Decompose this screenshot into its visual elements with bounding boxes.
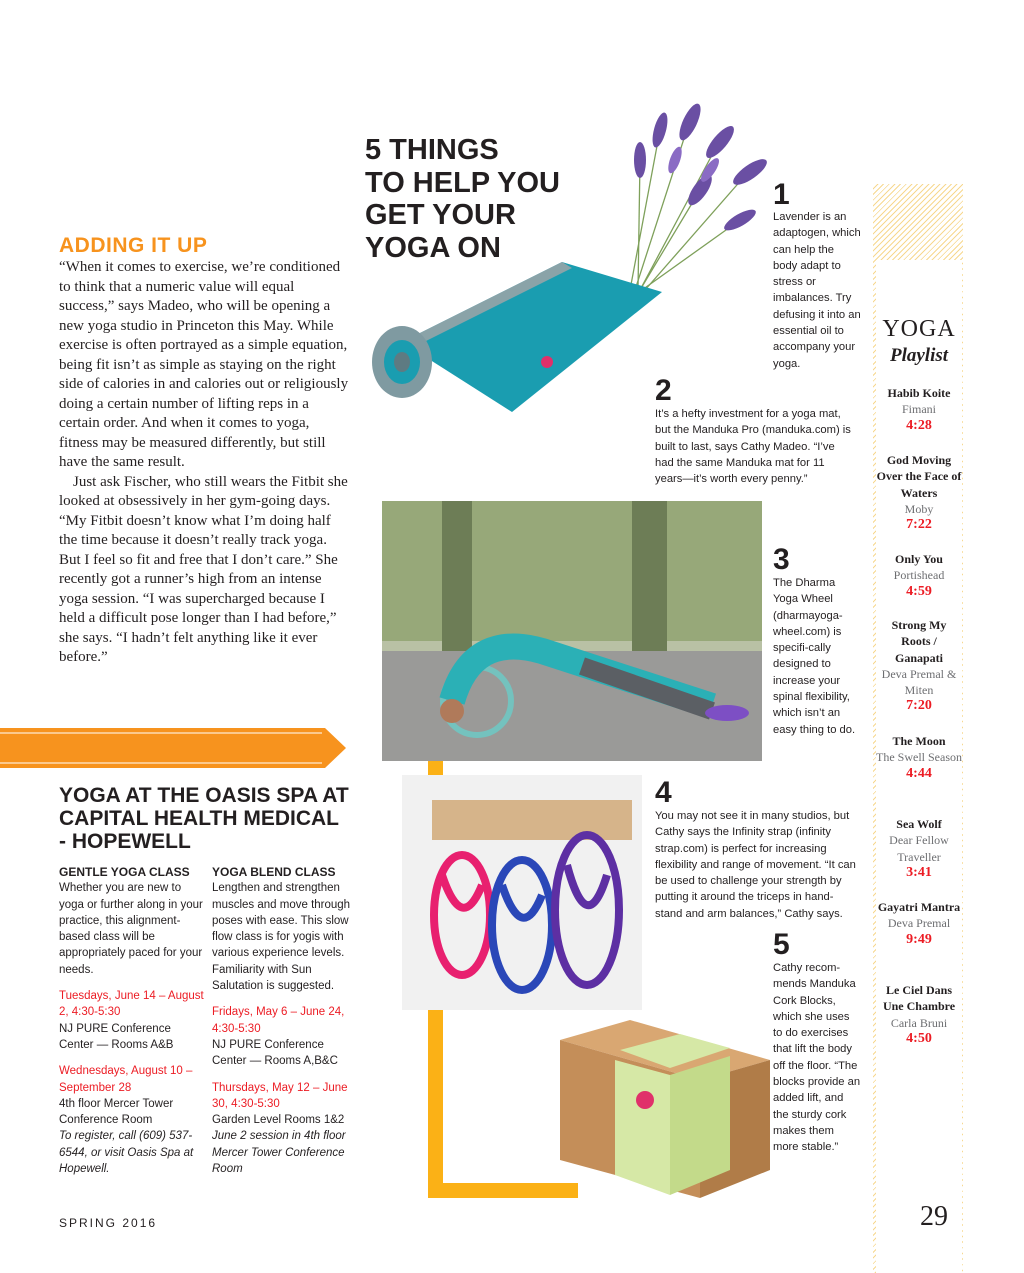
song-duration: 7:22 [906, 517, 932, 533]
title-line: TO HELP YOU [365, 166, 560, 199]
class-description: Lengthen and strengthen muscles and move through poses with ease. This slow flow class is for yogis with various experience levels. Familiarity with Sun Salutation is suggested. [212, 882, 351, 993]
session-note: June 2 session in 4th floor Mercer Tower Conference Room [212, 1130, 346, 1176]
song-artist: Deva Premal & Miten [881, 666, 957, 698]
orange-arrow-banner [0, 728, 346, 768]
item-number: 2 [655, 374, 672, 407]
yoga-blend-column [212, 864, 357, 1177]
playlist-subheading: Playlist [889, 345, 949, 366]
song-title: Gayatri Mantra [877, 900, 961, 914]
song-title: Le Ciel Dans Une Chambre [882, 983, 956, 1014]
playlist-song [876, 617, 962, 715]
article-heading: ADDING IT UP [59, 234, 208, 257]
class-date: Fridays, May 6 – June 24, 4:30-5:30 [212, 1006, 345, 1035]
song-duration: 4:28 [906, 417, 932, 433]
item-text: Cathy recom-mends Manduka Cork Blocks, which she uses to do exercises that lift the body off the floor. “The blocks provide an added lift, and the sturdy cork makes them more stable.” [773, 962, 861, 1154]
song-artist: Portishead [893, 568, 945, 583]
song-title: The Moon [892, 734, 946, 748]
song-title: God Moving Over the Face of Waters [876, 453, 962, 500]
playlist-song [876, 816, 962, 881]
song-duration: 7:20 [906, 698, 932, 714]
item-number: 5 [773, 928, 790, 961]
class-location: NJ PURE Conference Center — Rooms A,B&C [212, 1038, 338, 1068]
gentle-yoga-column [59, 864, 204, 1177]
playlist-song [876, 551, 962, 600]
yoga-mat-image [362, 232, 672, 422]
item-number: 3 [773, 543, 790, 576]
class-location: NJ PURE Conference Center — Rooms A&B [59, 1022, 174, 1051]
item-text: Lavender is an adaptogen, which can help the body adapt to stress or imbalances. Try defusing it into an essential oil to accompany your yoga. [773, 211, 861, 370]
class-date: Tuesdays, June 14 – August 2, 4:30-5:30 [59, 990, 204, 1019]
song-duration: 4:59 [906, 583, 932, 599]
song-duration: 9:49 [906, 931, 932, 947]
register-note: To register, call (609) 537-6544, or visit Oasis Spa at Hopewell. [59, 1130, 194, 1176]
title-line: YOGA ON [365, 231, 501, 264]
song-artist: Deva Premal [887, 916, 951, 931]
item-text: You may not see it in many studios, but Cathy says the Infinity strap (infinity strap.com) is perfect for increasing flexibility and range of movement. “It can be used to challenge your strength by putting it around the triceps in hand-stand and arm balances,” Cathy says. [655, 810, 856, 920]
class-date: Thursdays, May 12 – June 30, 4:30-5:30 [212, 1081, 348, 1110]
item-text: The Dharma Yoga Wheel (dharmayoga-wheel.com) is specifi-cally designed to increase your spinal flexibility, which isn’t an easy thing to do. [773, 577, 856, 736]
song-duration: 3:41 [906, 864, 932, 880]
song-artist: Carla Bruni [890, 1015, 948, 1030]
playlist-song [876, 899, 962, 948]
class-heading: YOGA BLEND CLASS [212, 865, 336, 879]
page-number: 29 [920, 1201, 948, 1232]
playlist-song [876, 982, 962, 1047]
infinity-straps-photo [402, 775, 642, 1010]
class-heading: GENTLE YOGA CLASS [59, 865, 190, 879]
song-artist: Moby [904, 501, 934, 516]
oasis-title: YOGA AT THE OASIS SPA AT CAPITAL HEALTH MEDICAL - HOPEWELL [59, 784, 349, 853]
cork-block-image [560, 1020, 770, 1200]
item-text: It’s a hefty investment for a yoga mat, but the Manduka Pro (manduka.com) is built to last, says Cathy Madeo. “I’ve had the same Manduka mat for 11 years—it’s worth every penny.” [655, 408, 851, 486]
song-artist: Fimani [901, 402, 936, 417]
title-line: 5 THINGS [365, 134, 499, 166]
class-location: 4th floor Mercer Tower Conference Room [59, 1097, 174, 1127]
song-duration: 4:44 [906, 765, 932, 781]
title-line: GET YOUR [365, 199, 516, 231]
playlist-song [876, 385, 962, 434]
item-number: 1 [773, 178, 790, 211]
yellow-accent-line [428, 1183, 578, 1198]
playlist-heading: YOGA [882, 316, 956, 342]
song-artist: The Swell Season [876, 750, 962, 765]
class-location: Garden Level Rooms 1&2 [212, 1114, 345, 1127]
article-body [59, 258, 349, 668]
song-title: Habib Koite [887, 386, 951, 400]
article-paragraph: “When it comes to exercise, we’re conditioned to think that a numeric value will equal success,” says Madeo, who will be opening a new yoga studio in Princeton this May. While exercise is often portrayed as a simple equation, being fit isn’t as simple as staying on the right side of calories in and calories out or religiously doing a certain number of lifting reps in a certain order. And when it comes to yoga, fitness may be measured differently, but still have the same result. [59, 259, 349, 470]
issue-season: SPRING 2016 [59, 1216, 158, 1230]
song-title: Strong My Roots / Ganapati [891, 618, 947, 665]
yoga-wheel-photo [382, 501, 762, 761]
playlist-song [876, 733, 962, 782]
class-date: Wednesdays, August 10 – September 28 [59, 1065, 193, 1094]
song-duration: 4:50 [906, 1030, 932, 1046]
song-title: Only You [895, 552, 943, 566]
class-description: Whether you are new to yoga or further along in your practice, this alignment-based class will be appropriately paced for your needs. [59, 882, 203, 976]
song-artist: Dear Fellow Traveller [889, 833, 949, 864]
song-title: Sea Wolf [896, 817, 942, 831]
item-number: 4 [655, 776, 672, 809]
article-paragraph: Just ask Fischer, who still wears the Fitbit she looked at obsessively in her gym-going days. “My Fitbit doesn’t know what I’m doing half the time because it doesn’t really track yoga. But I feel so fit and free that I don’t care.” She recently got a runner’s high from an intense yoga session. “I was supercharged because I held a difficult pose longer than I had before,” she says. “I hadn’t felt anything like it ever before.” [59, 473, 348, 665]
playlist-song [876, 452, 962, 533]
